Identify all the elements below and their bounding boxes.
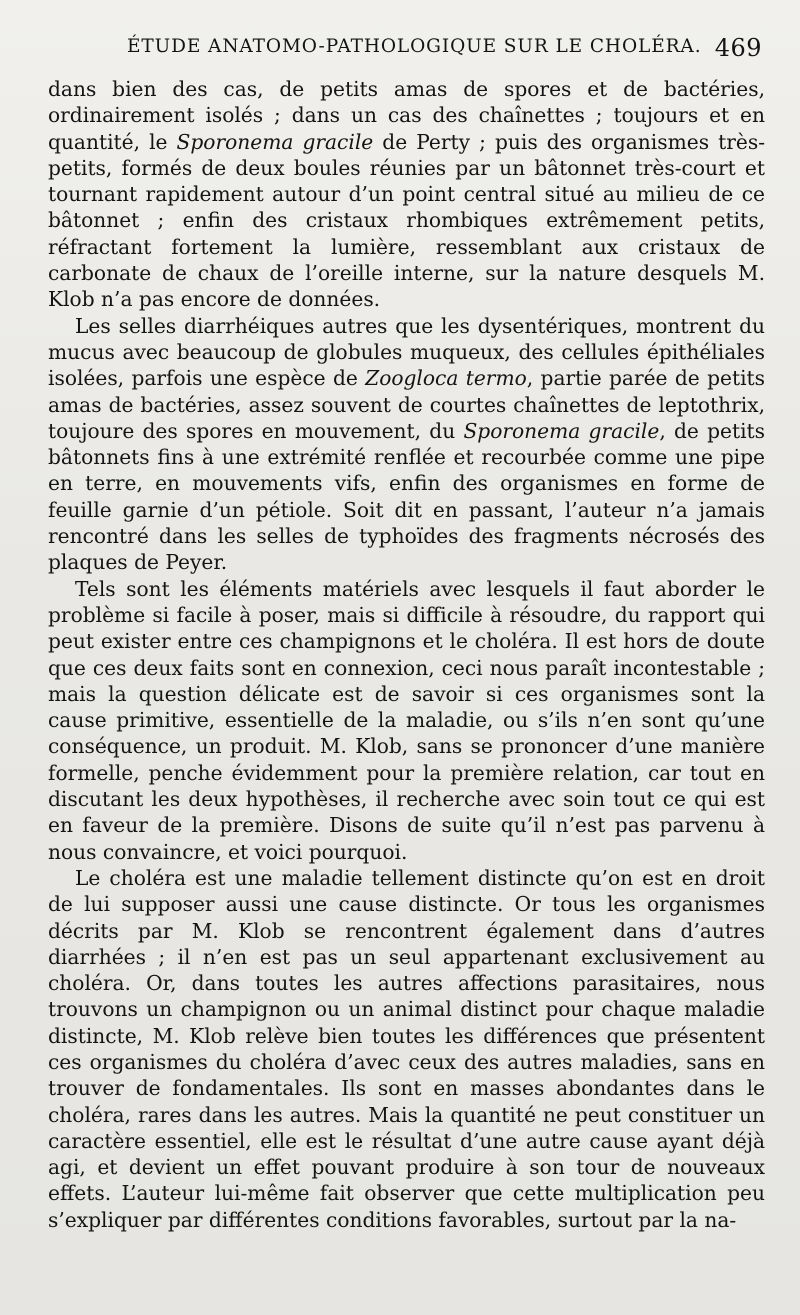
text-run: Le choléra est une maladie tellement distincte qu’on est en droit de lui supposer aussi une cause distincte. Or tous les organismes décrits par M. Klob se rencontrent également dans d’autres diarrhées ; il n’en est pas un seul appartenant exclusivement au choléra. Or, dans toutes les autres affections parasitaires, nous trouvons un champignon ou un animal distinct pour chaque maladie distincte, M. Klob relève bien toutes les différences que présentent ces organismes du choléra d’avec ceux des autres maladies, sans en trouver de fondamentales. Ils sont en masses abondantes dans le choléra, rares dans les autres. Mais la quantité ne peut constituer un caractère essentiel, elle est le résultat d’une autre cause ayant déjà agi, et devient un effet pouvant produire à son tour de nouveaux effets. L’auteur lui-même fait observer que cette multiplication peu s’expliquer par différentes conditions favorables, surtout par la na-: [48, 865, 765, 1232]
paragraph: [48, 865, 765, 1233]
paragraph: [48, 576, 765, 865]
text-run: Les selles diarrhéiques autres que les dysentériques, montrent du mucus avec beaucoup de globules muqueux, des cellules épithéliales isolées, parfois une espèce de: [48, 313, 765, 391]
body-text: [48, 76, 765, 1233]
paragraph: [48, 313, 765, 576]
italic-species-name: Sporonema gracile: [463, 418, 660, 443]
text-run: Tels sont les éléments matériels avec lesquels il faut aborder le problème si facile à poser, mais si difficile à résoudre, du rapport qui peut exister entre ces champignons et le choléra. Il est hors de doute que ces deux faits sont en connexion, ceci nous paraît incontestable ; mais la question délicate est de savoir si ces organismes sont la cause primitive, essentielle de la maladie, ou s’ils n’en sont qu’une conséquence, un produit. M. Klob, sans se prononcer d’une manière formelle, penche évidemment pour la première relation, car tout en discutant les deux hypothèses, il recherche avec soin tout ce qui est en faveur de la première. Disons de suite qu’il n’est pas parvenu à nous convaincre, et voici pourquoi.: [48, 576, 765, 864]
italic-species-name: Sporonema gracile: [176, 129, 374, 154]
text-run: de Perty ; puis des organismes très-petits, formés de deux boules réunies par un bâtonnet très-court et tournant rapidement autour d’un point central situé au milieu de ce bâtonnet ; enfin des cristaux rhombiques extrêmement petits, réfractant fortement la lumière, ressemblant aux cristaux de carbonate de chaux de l’oreille interne, sur la nature desquels M. Klob n’a pas encore de données.: [48, 129, 766, 312]
running-title: ÉTUDE ANATOMO-PATHOLOGIQUE SUR LE CHOLÉRA.: [127, 36, 702, 57]
page-header: [50, 34, 762, 68]
text-run: , partie parée de petits amas de bactéries, assez souvent de courtes chaînettes de leptothrix, toujoure des spores en mouvement, du: [48, 366, 765, 443]
italic-species-name: Zoogloca termo: [365, 366, 527, 391]
text-run: , de petits bâtonnets fins à une extrémité renflée et recourbée comme une pipe en terre, en mouvements vifs, enfin des organismes en forme de feuille garnie d’un pétiole. Soit dit en passant, l’auteur n’a jamais rencontré dans les selles de typhoïdes des fragments nécrosés des plaques de Peyer.: [48, 418, 765, 575]
text-run: dans bien des cas, de petits amas de spores et de bactéries, ordinairement isolés ; dans un cas des chaînettes ; toujours et en quantité, le: [48, 77, 765, 154]
paragraph-continued: [48, 76, 765, 313]
page-number: 469: [714, 34, 762, 62]
